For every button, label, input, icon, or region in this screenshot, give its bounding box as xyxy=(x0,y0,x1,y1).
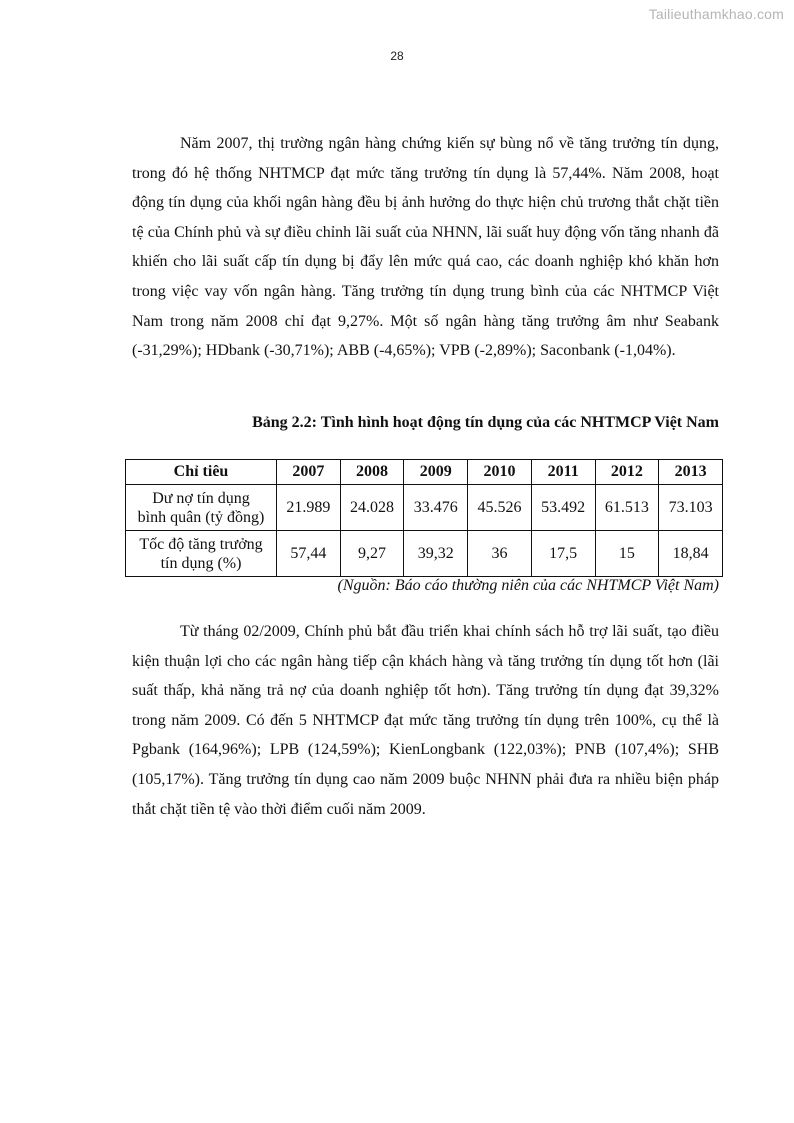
table-title: Bảng 2.2: Tình hình hoạt động tín dụng của các NHTMCP Việt Nam xyxy=(252,414,719,431)
header-year: 2012 xyxy=(595,460,659,485)
table-cell: 17,5 xyxy=(531,531,595,577)
row-label xyxy=(126,485,277,531)
header-year: 2013 xyxy=(659,460,723,485)
paragraph-interest-support-2009: Từ tháng 02/2009, Chính phủ bắt đầu triển khai chính sách hỗ trợ lãi suất, tạo điều kiện thuận lợi cho các ngân hàng tiếp cận khách hàng và tăng trưởng tín dụng tốt hơn (lãi suất thấp, khả năng trả nợ của doanh nghiệp tốt hơn). Tăng trưởng tín dụng đạt 39,32% trong năm 2009. Có đến 5 NHTMCP đạt mức tăng trưởng tín dụng trên 100%, cụ thể là Pgbank (164,96%); LPB (124,59%); KienLongbank (122,03%); PNB (107,4%); SHB (105,17%). Tăng trưởng tín dụng cao năm 2009 buộc NHNN phải đưa ra nhiều biện pháp thắt chặt tiền tệ vào thời điểm cuối năm 2009. xyxy=(132,623,719,818)
table-cell: 73.103 xyxy=(659,485,723,531)
row-label xyxy=(126,531,277,577)
header-year: 2011 xyxy=(531,460,595,485)
watermark: Tailieuthamkhao.com xyxy=(648,6,784,22)
row-label-line: tín dụng (%) xyxy=(160,554,242,572)
row-label-line: Tốc độ tăng trưởng xyxy=(139,535,263,553)
row-label-line: Dư nợ tín dụng xyxy=(152,489,250,507)
table-cell: 45.526 xyxy=(468,485,532,531)
table-cell: 36 xyxy=(468,531,532,577)
table-cell: 21.989 xyxy=(277,485,341,531)
header-year: 2010 xyxy=(468,460,532,485)
table-cell: 53.492 xyxy=(531,485,595,531)
table-cell: 15 xyxy=(595,531,659,577)
table-row-credit-growth-rate xyxy=(126,531,723,577)
row-label-line: bình quân (tỷ đồng) xyxy=(137,508,265,526)
header-year: 2007 xyxy=(277,460,341,485)
table-cell: 18,84 xyxy=(659,531,723,577)
page-number: 28 xyxy=(390,49,404,63)
table-cell: 57,44 xyxy=(277,531,341,577)
credit-table xyxy=(125,459,723,577)
table-cell: 33.476 xyxy=(404,485,468,531)
header-indicator: Chỉ tiêu xyxy=(126,460,277,485)
header-year: 2008 xyxy=(340,460,404,485)
table-row-outstanding-credit xyxy=(126,485,723,531)
paragraph-credit-growth-2007-2008: Năm 2007, thị trường ngân hàng chứng kiến sự bùng nổ về tăng trưởng tín dụng, trong đó hệ thống NHTMCP đạt mức tăng trưởng tín dụng là 57,44%. Năm 2008, hoạt động tín dụng của khối ngân hàng đều bị ảnh hưởng do thực hiện chủ trương thắt chặt tiền tệ của Chính phủ và sự điều chỉnh lãi suất của NHNN, lãi suất huy động vốn tăng nhanh đã khiến cho lãi suất cấp tín dụng bị đẩy lên mức quá cao, các doanh nghiệp khó khăn hơn trong việc vay vốn ngân hàng. Tăng trưởng tín dụng trung bình của các NHTMCP Việt Nam trong năm 2008 chỉ đạt 9,27%. Một số ngân hàng tăng trưởng âm như Seabank (-31,29%); HDbank (-30,71%); ABB (-4,65%); VPB (-2,89%); Saconbank (-1,04%). xyxy=(132,135,719,360)
table-cell: 9,27 xyxy=(340,531,404,577)
table-cell: 61.513 xyxy=(595,485,659,531)
header-year: 2009 xyxy=(404,460,468,485)
table-source-note: (Nguồn: Báo cáo thường niên của các NHTMCP Việt Nam) xyxy=(337,577,719,594)
table-cell: 39,32 xyxy=(404,531,468,577)
table-cell: 24.028 xyxy=(340,485,404,531)
table-header-row xyxy=(126,460,723,485)
